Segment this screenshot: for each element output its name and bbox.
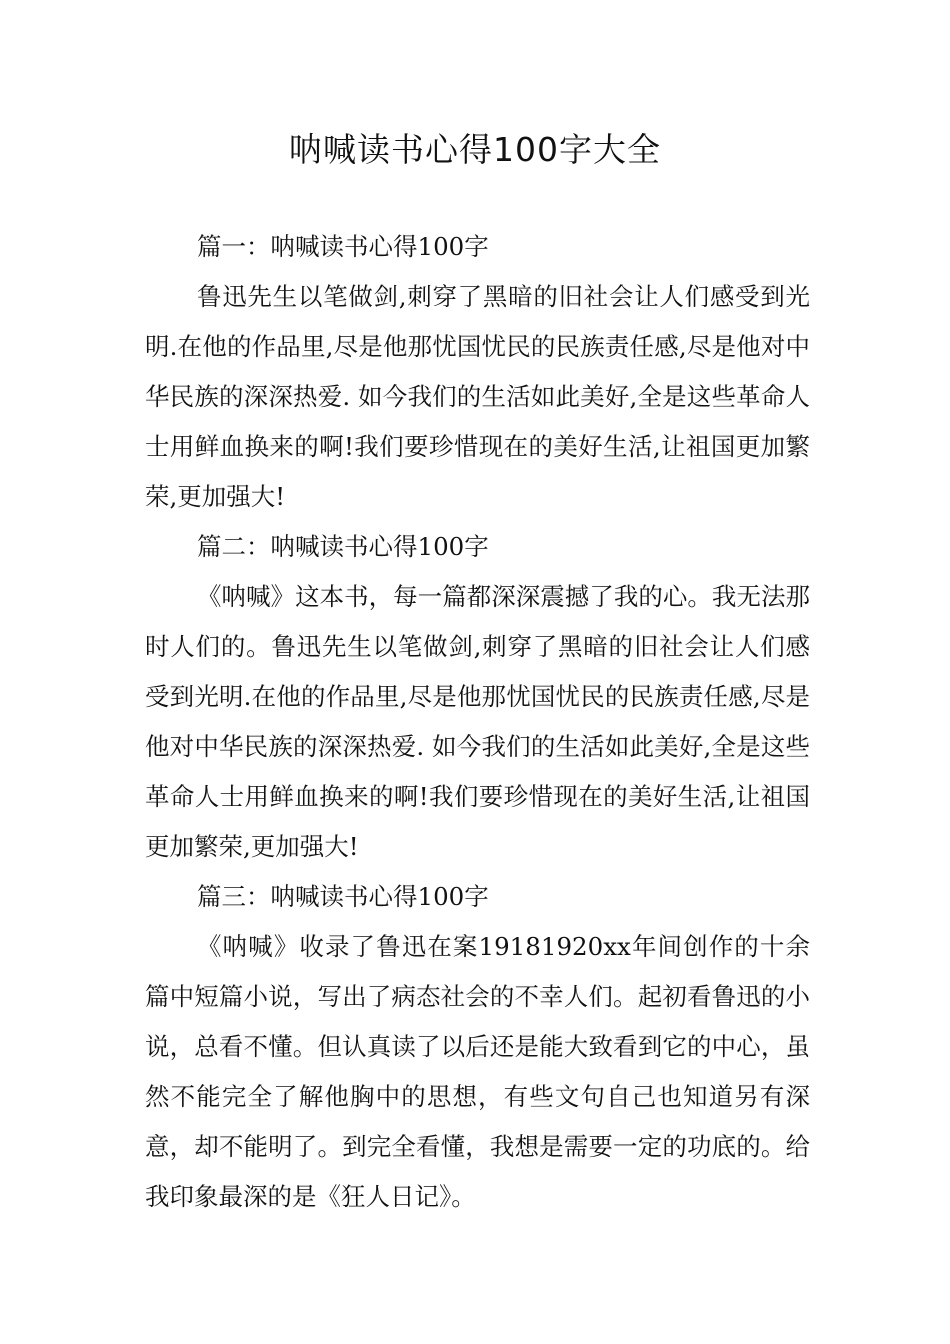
section-heading: 篇三：呐喊读书心得100字 [197,882,489,911]
section-1 [145,222,810,522]
section-2 [145,522,810,872]
section-paragraph: 鲁迅先生以笔做剑,刺穿了黑暗的旧社会让人们感受到光明.在他的作品里,尽是他那忧国忧民的民族责任感,尽是他对中华民族的深深热爱. 如今我们的生活如此美好,全是这些革命人士用鲜血换来的啊!我们要珍惜现在的美好生活,让祖国更加繁荣,更加强大! [145,282,810,511]
document-title: 呐喊读书心得100字大全 [289,130,661,169]
section-heading: 篇一：呐喊读书心得100字 [197,232,489,261]
section-3 [145,872,810,1222]
section-paragraph: 《呐喊》收录了鲁迅在案19181920xx年间创作的十余篇中短篇小说，写出了病态社会的不幸人们。起初看鲁迅的小说，总看不懂。但认真读了以后还是能大致看到它的中心，虽然不能完全了解他胸中的思想，有些文句自己也知道另有深意，却不能明了。到完全看懂，我想是需要一定的功底的。给我印象最深的是《狂人日记》。 [145,932,810,1211]
document-body [145,222,810,1222]
section-heading: 篇二：呐喊读书心得100字 [197,532,489,561]
section-paragraph: 《呐喊》这本书，每一篇都深深震撼了我的心。我无法那时人们的。鲁迅先生以笔做剑,刺穿了黑暗的旧社会让人们感受到光明.在他的作品里,尽是他那忧国忧民的民族责任感,尽是他对中华民族的深深热爱. 如今我们的生活如此美好,全是这些革命人士用鲜血换来的啊!我们要珍惜现在的美好生活,让祖国更加繁荣,更加强大! [145,582,810,861]
